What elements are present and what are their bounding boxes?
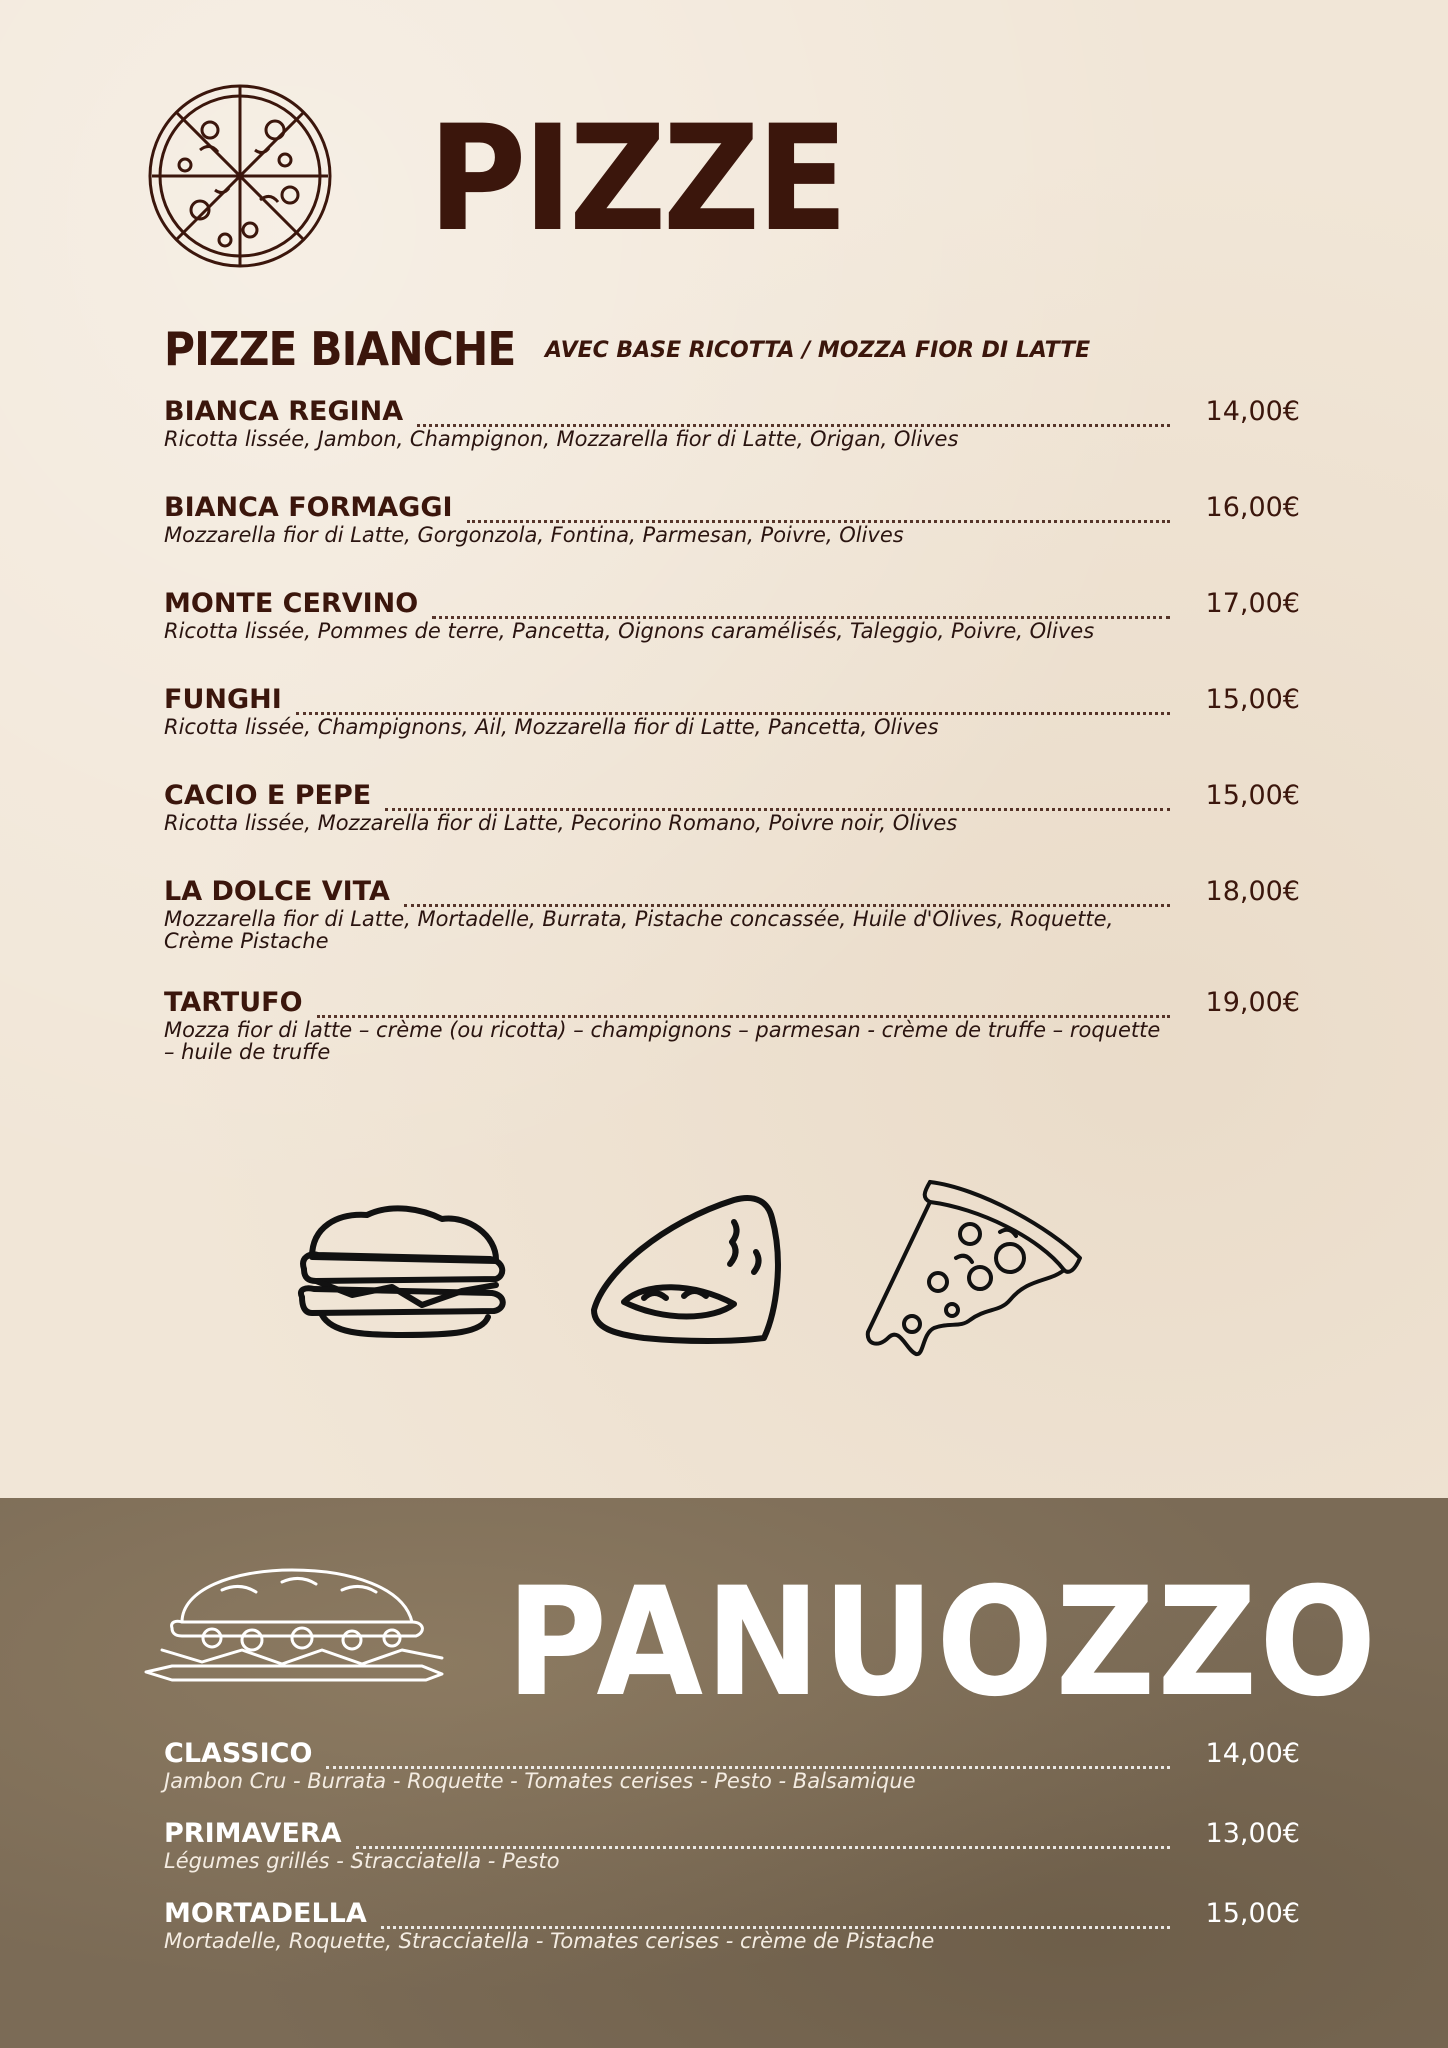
menu-item-row <box>164 396 1300 428</box>
menu-item <box>164 588 1300 642</box>
menu-item-description: Mozza fior di latte – crème (ou ricotta) – champignons – parmesan - crème de truffe – roquette – huile de truffe <box>164 1018 1161 1064</box>
menu-item-price: 19,00€ <box>1205 987 1300 1018</box>
menu-item-price: 15,00€ <box>1205 1898 1300 1929</box>
menu-item-price: 15,00€ <box>1205 684 1300 715</box>
menu-item-row <box>164 987 1300 1019</box>
menu-item-name: BIANCA REGINA <box>164 396 404 427</box>
pizza-icon <box>140 70 340 282</box>
menu-item-name: FUNGHI <box>164 684 282 715</box>
menu-item <box>164 780 1300 834</box>
section-subtitle: AVEC BASE RICOTTA / MOZZA FIOR DI LATTE <box>545 338 1091 363</box>
dot-leader <box>296 698 1170 715</box>
menu-item-price: 17,00€ <box>1205 588 1300 619</box>
menu-item-price: 14,00€ <box>1205 396 1300 427</box>
section-name: PIZZE BIANCHE <box>164 322 516 376</box>
menu-item-price: 13,00€ <box>1205 1818 1300 1849</box>
menu-item-price: 15,00€ <box>1205 780 1300 811</box>
menu-item-name: CLASSICO <box>164 1738 313 1769</box>
menu-item-price: 14,00€ <box>1205 1738 1300 1769</box>
dot-leader <box>417 410 1170 427</box>
menu-item <box>164 1898 1300 1952</box>
menu-item <box>164 876 1300 952</box>
menu-item-description: Ricotta lissée, Jambon, Champignon, Mozzarella fior di Latte, Origan, Olives <box>164 427 959 451</box>
menu-item-row <box>164 876 1300 908</box>
pizza-slice-icon <box>860 1178 1086 1364</box>
menu-item <box>164 396 1300 450</box>
menu-item-description: Mozzarella fior di Latte, Mortadelle, Burrata, Pistache concassée, Huile d'Olives, Roquette, Crème Pistache <box>164 907 1114 953</box>
menu-item-description: Mortadelle, Roquette, Stracciatella - Tomates cerises - crème de Pistache <box>164 1929 935 1953</box>
menu-item-description: Ricotta lissée, Pommes de terre, Pancetta, Oignons caramélisés, Taleggio, Poivre, Olives <box>164 619 1095 643</box>
panuozzo-icon <box>142 1566 450 1692</box>
panuozzo-title: PANUOZZO <box>506 1556 1379 1730</box>
page-title: PIZZE <box>428 94 845 264</box>
menu-item <box>164 1738 1300 1792</box>
dot-leader <box>326 1752 1170 1769</box>
menu-item-description: Légumes grillés - Stracciatella - Pesto <box>164 1849 560 1873</box>
dot-leader <box>385 794 1170 811</box>
dot-leader <box>432 602 1170 619</box>
menu-item-name: CACIO E PEPE <box>164 780 372 811</box>
menu-item-row <box>164 684 1300 716</box>
sandwich-icon <box>292 1205 518 1355</box>
menu-item-row <box>164 1818 1300 1850</box>
menu-item <box>164 987 1300 1063</box>
menu-item-description: Jambon Cru - Burrata - Roquette - Tomates cerises - Pesto - Balsamique <box>164 1769 916 1793</box>
menu-item-name: MORTADELLA <box>164 1898 367 1929</box>
menu-item-row <box>164 1738 1300 1770</box>
menu-item <box>164 1818 1300 1872</box>
menu-item <box>164 684 1300 738</box>
dot-leader <box>317 1001 1170 1018</box>
dot-leader <box>356 1832 1170 1849</box>
menu-item-name: PRIMAVERA <box>164 1818 342 1849</box>
menu-item-description: Mozzarella fior di Latte, Gorgonzola, Fontina, Parmesan, Poivre, Olives <box>164 523 904 547</box>
dot-leader <box>381 1912 1170 1929</box>
menu-item-price: 18,00€ <box>1205 876 1300 907</box>
menu-item-row <box>164 492 1300 524</box>
calzone-icon <box>584 1192 790 1352</box>
menu-item-name: MONTE CERVINO <box>164 588 419 619</box>
menu-item-name: LA DOLCE VITA <box>164 876 390 907</box>
section-header <box>164 322 1090 376</box>
menu-item-name: TARTUFO <box>164 987 303 1018</box>
menu-item-row <box>164 588 1300 620</box>
menu-item-description: Ricotta lissée, Mozzarella fior di Latte, Pecorino Romano, Poivre noir, Olives <box>164 811 958 835</box>
menu-item-row <box>164 780 1300 812</box>
menu-item-row <box>164 1898 1300 1930</box>
menu-item <box>164 492 1300 546</box>
menu-item-price: 16,00€ <box>1205 492 1300 523</box>
menu-item-name: BIANCA FORMAGGI <box>164 492 453 523</box>
menu-item-description: Ricotta lissée, Champignons, Ail, Mozzarella fior di Latte, Pancetta, Olives <box>164 715 939 739</box>
dot-leader <box>404 890 1170 907</box>
dot-leader <box>467 506 1170 523</box>
